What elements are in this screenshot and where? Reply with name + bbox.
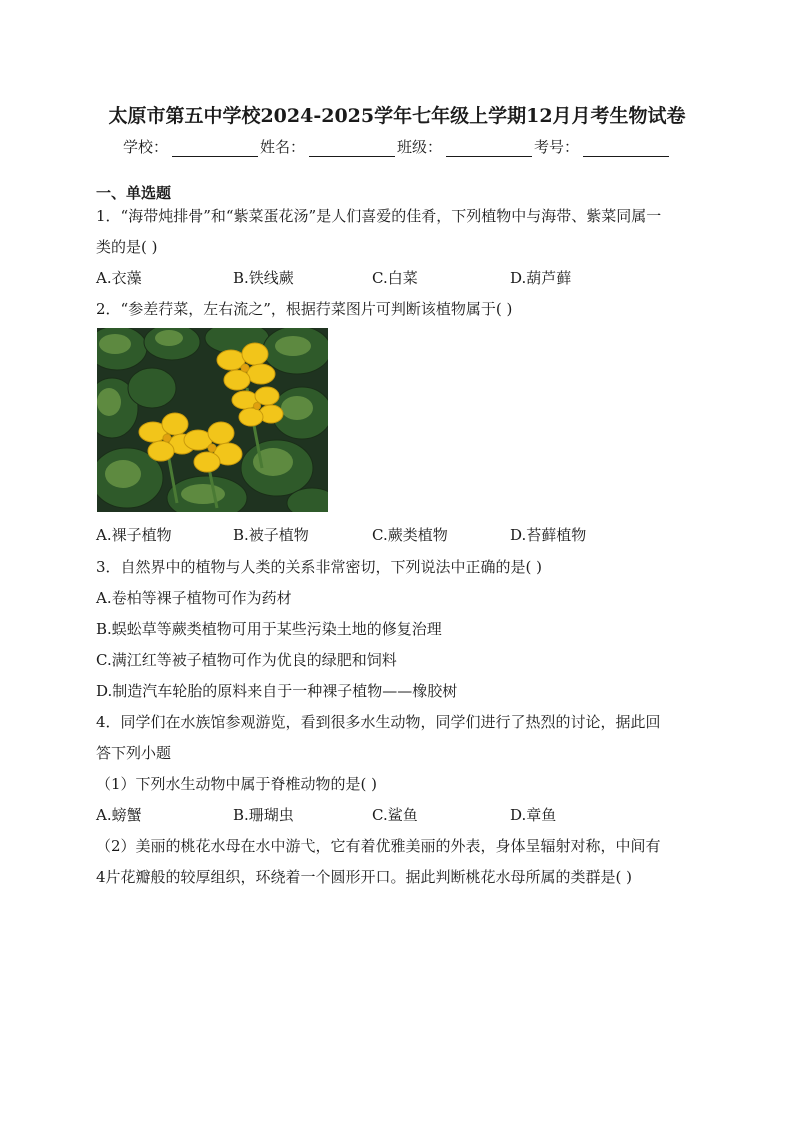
q1-option-d[interactable]: D.葫芦藓 [510, 269, 572, 287]
q4-sub2-line2: 4片花瓣般的较厚组织，环绕着一个圆形开口。据此判断桃花水母所属的类群是( ) [96, 868, 633, 886]
q2-line1: 2．“参差荇菜，左右流之”，根据荇菜图片可判断该植物属于( ) [96, 300, 513, 318]
student-info-row [0, 136, 794, 157]
q4-sub1: （1）下列水生动物中属于脊椎动物的是( ) [96, 775, 378, 793]
q3-option-d[interactable]: D.制造汽车轮胎的原料来自于一种裸子植物——橡胶树 [96, 682, 458, 700]
class-blank[interactable] [446, 142, 532, 157]
school-label: 学校： [122, 138, 168, 156]
q4-line2: 答下列小题 [96, 744, 172, 762]
number-blank[interactable] [583, 142, 669, 157]
q1-option-a[interactable]: A.衣藻 [96, 269, 142, 287]
class-label: 班级： [397, 138, 443, 156]
q1-option-b[interactable]: B.铁线蕨 [233, 269, 294, 287]
class-field [397, 136, 534, 157]
name-blank[interactable] [309, 142, 395, 157]
q1-line1: 1．“海带炖排骨”和“紫菜蛋花汤”是人们喜爱的佳肴，下列植物中与海带、紫菜同属一 [96, 207, 662, 225]
q3-option-b[interactable]: B.蜈蚣草等蕨类植物可用于某些污染土地的修复治理 [96, 620, 442, 638]
q2-option-a[interactable]: A.裸子植物 [96, 526, 172, 544]
q4-sub1-option-c[interactable]: C.鲨鱼 [372, 806, 418, 824]
page-title: 太原市第五中学校2024-2025学年七年级上学期12月月考生物试卷 [108, 105, 686, 127]
number-label: 考号： [534, 138, 580, 156]
floating-heart-photo [97, 328, 328, 512]
q1-line2: 类的是( ) [96, 238, 158, 256]
yellow-flower-leaves-image [97, 328, 328, 512]
q3-option-a[interactable]: A.卷柏等裸子植物可作为药材 [96, 589, 292, 607]
q4-line1: 4．同学们在水族馆参观游览，看到很多水生动物，同学们进行了热烈的讨论，据此回 [96, 713, 661, 731]
q3-line1: 3．自然界中的植物与人类的关系非常密切，下列说法中正确的是( ) [96, 558, 543, 576]
q2-option-d[interactable]: D.苔藓植物 [510, 526, 587, 544]
name-label: 姓名： [259, 138, 305, 156]
q4-sub1-option-b[interactable]: B.珊瑚虫 [233, 806, 294, 824]
q3-option-c[interactable]: C.满江红等被子植物可作为优良的绿肥和饲料 [96, 651, 397, 669]
q2-option-c[interactable]: C.蕨类植物 [372, 526, 448, 544]
name-field [260, 136, 397, 157]
q4-sub1-option-a[interactable]: A.螃蟹 [96, 806, 142, 824]
school-field [123, 136, 260, 157]
section-heading: 一、单选题 [96, 184, 172, 202]
q4-sub1-option-d[interactable]: D.章鱼 [510, 806, 557, 824]
number-field [534, 136, 671, 157]
q1-option-c[interactable]: C.白菜 [372, 269, 418, 287]
q4-sub2-line1: （2）美丽的桃花水母在水中游弋，它有着优雅美丽的外表，身体呈辐射对称，中间有 [96, 837, 661, 855]
school-blank[interactable] [172, 142, 258, 157]
q2-option-b[interactable]: B.被子植物 [233, 526, 309, 544]
